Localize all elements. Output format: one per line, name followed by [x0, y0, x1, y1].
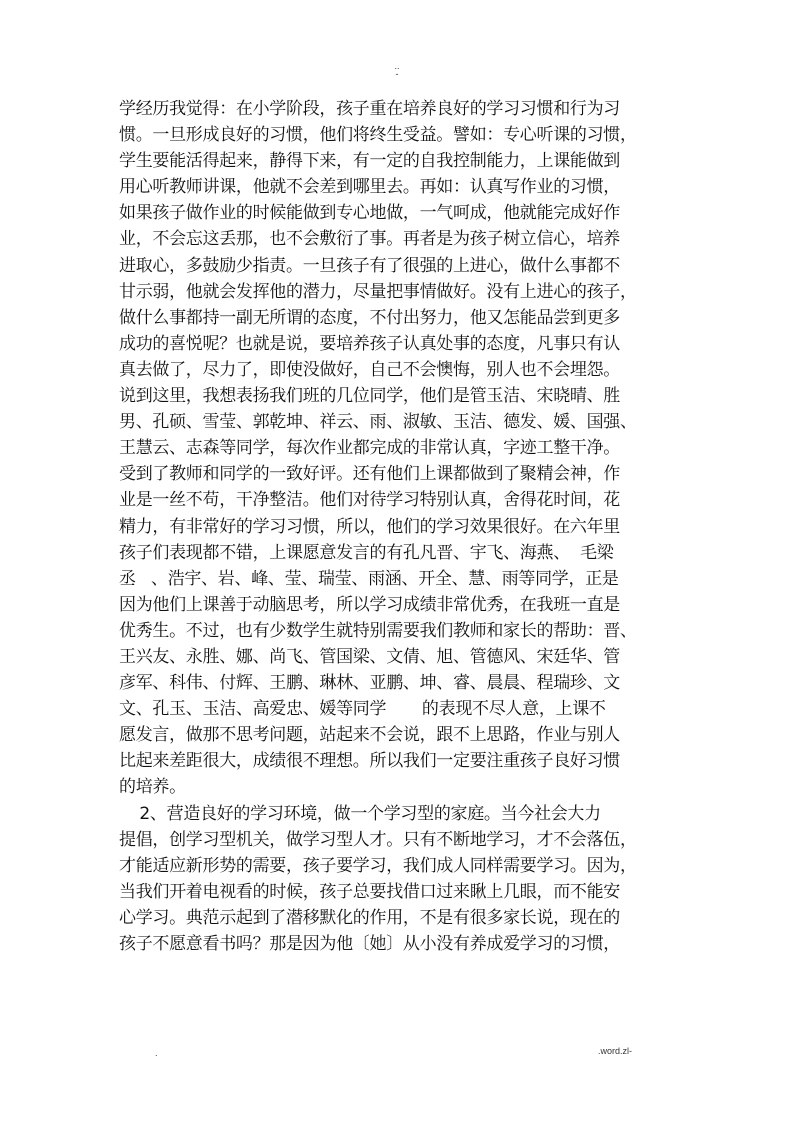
text-line: 孩子们表现都不错，上课愿意发言的有孔凡晋、宇飞、海燕、 毛梁 [119, 542, 614, 563]
footer-left-mark: . [155, 1048, 158, 1058]
text-line: 业，不会忘这丢那，也不会敷衍了事。再者是为孩子树立信心，培养 [119, 229, 620, 250]
text-line: 2、营造良好的学习环境，做一个学习型的家庭。当今社会大力 [119, 803, 601, 824]
text-line: 心学习。典范示起到了潜移默化的作用，不是有很多家长说，现在的 [119, 907, 620, 928]
text-line: 真去做了，尽力了，即使没做好，自己不会懊悔，别人也不会埋怨。 [119, 359, 620, 380]
document-body [119, 96, 679, 957]
text-line: 比起来差距很大，成绩很不理想。所以我们一定要注重孩子良好习惯 [119, 751, 620, 772]
text-line: 学经历我觉得：在小学阶段，孩子重在培养良好的学习习惯和行为习 [119, 99, 620, 119]
text-line: 提倡，创学习型机关，做学习型人才。只有不断地学习，才不会落伍， [119, 829, 637, 850]
text-line: 说到这里，我想表扬我们班的几位同学，他们是管玉洁、宋晓晴、胜 [119, 386, 620, 407]
text-line: 王兴友、永胜、娜、尚飞、管国梁、文倩、旭、管德风、宋廷华、管 [119, 646, 620, 667]
text-line: 孩子不愿意看书吗？那是因为他〔她〕从小没有养成爱学习的习惯， [119, 934, 620, 954]
text-line: 成功的喜悦呢？也就是说，要培养孩子认真处事的态度，凡事只有认 [119, 333, 620, 354]
text-line: 当我们开着电视看的时候，孩子总要找借口过来瞅上几眼，而不能安 [119, 881, 620, 902]
text-line: 优秀生。不过，也有少数学生就特别需要我们教师和家长的帮助：晋、 [119, 620, 637, 641]
text-line: 愿发言，做那不思考问题，站起来不会说，跟不上思路，作业与别人 [119, 725, 620, 746]
header-mark-top: .. [394, 61, 400, 71]
page-header-mark [0, 62, 794, 78]
text-line: 进取心，多鼓励少指责。一旦孩子有了很强的上进心，做什么事都不 [119, 255, 620, 276]
text-line: 文、孔玉、玉洁、高爱忠、媛等同学 的表现不尽人意，上课不 [119, 699, 606, 720]
text-line: 男、孔硕、雪莹、郭乾坤、祥云、雨、淑敏、玉洁、德发、媛、国强、 [119, 412, 637, 433]
text-line: 如果孩子做作业的时候能做到专心地做，一气呵成，他就能完成好作 [119, 203, 620, 224]
text-line: 王慧云、志森等同学，每次作业都完成的非常认真，字迹工整干净。 [119, 438, 620, 459]
text-line: 丞 、浩宇、岩、峰、莹、瑞莹、雨涵、开全、慧、雨等同学，正是 [119, 568, 619, 589]
text-line: 业是一丝不苟，干净整洁。他们对待学习特别认真，舍得花时间，花 [119, 490, 620, 511]
text-line: 彦军、科伟、付辉、王鹏、琳林、亚鹏、坤、睿、晨晨、程瑞珍、文 [119, 673, 620, 694]
text-line: 做什么事都持一副无所谓的态度，不付出努力，他又怎能品尝到更多 [119, 307, 620, 328]
header-mark-bottom: - [395, 69, 399, 79]
footer-right-mark: .word.zl- [598, 1046, 633, 1056]
text-line: 精力，有非常好的学习习惯，所以，他们的学习效果很好。在六年里 [119, 516, 620, 537]
text-line: 才能适应新形势的需要，孩子要学习，我们成人同样需要学习。因为， [119, 855, 637, 876]
text-line: 甘示弱，他就会发挥他的潜力，尽量把事情做好。没有上进心的孩子， [119, 281, 637, 302]
text-line: 学生要能活得起来，静得下来，有一定的自我控制能力，上课能做到 [119, 151, 620, 172]
text-line: 的培养。 [119, 777, 186, 798]
text-line: 惯。一旦形成良好的习惯，他们将终生受益。譬如：专心听课的习惯， [119, 125, 637, 146]
text-line: 受到了教师和同学的一致好评。还有他们上课都做到了聚精会神，作 [119, 464, 620, 485]
text-line: 用心听教师讲课，他就不会差到哪里去。再如：认真写作业的习惯， [119, 177, 620, 198]
text-line: 因为他们上课善于动脑思考，所以学习成绩非常优秀，在我班一直是 [119, 594, 620, 615]
